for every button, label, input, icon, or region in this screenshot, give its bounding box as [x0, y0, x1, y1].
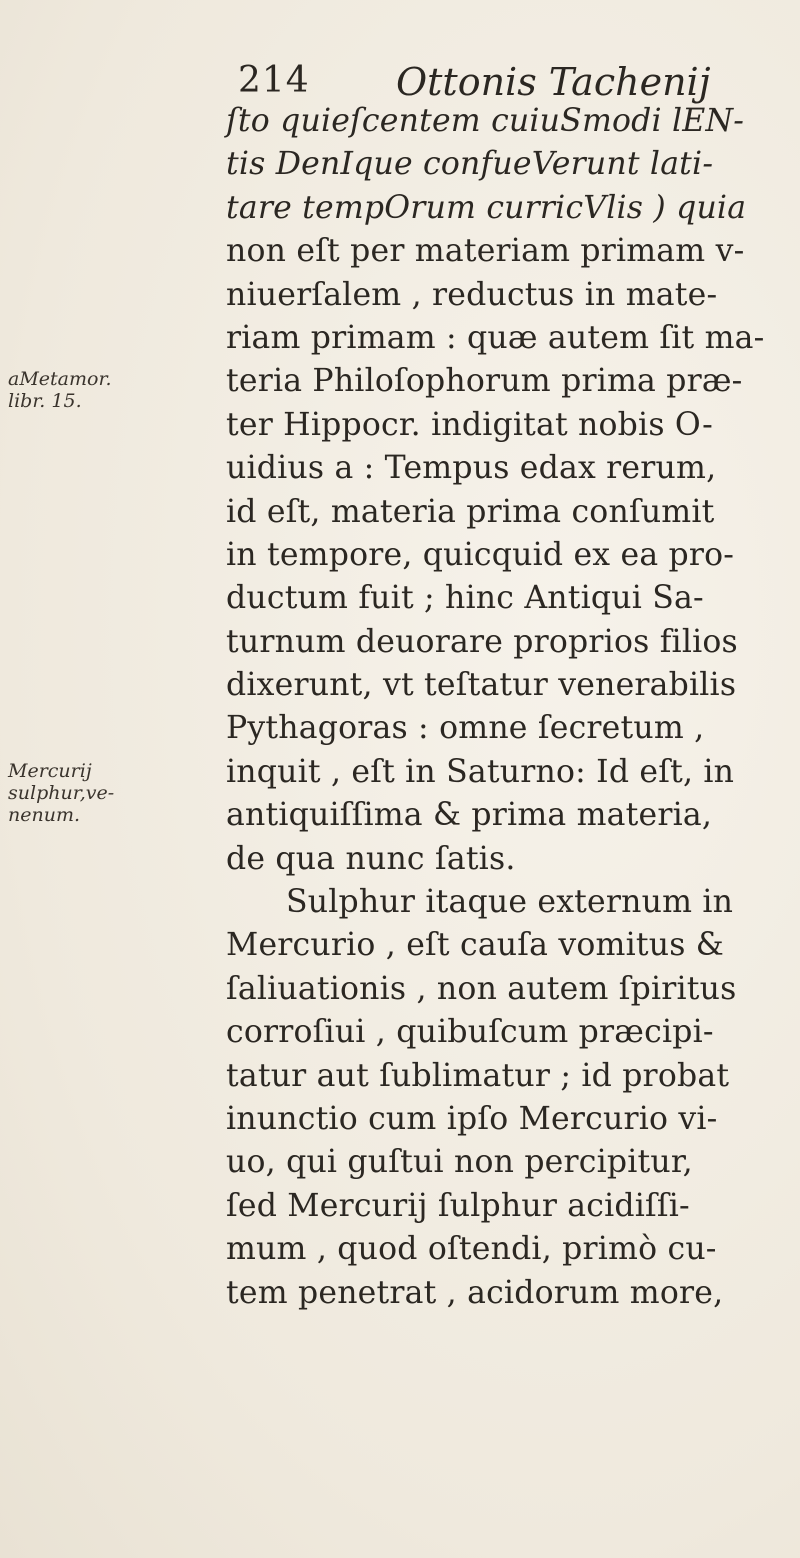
running-head: Ottonis Tachenij [396, 60, 711, 104]
text-line: ductum fuit ; hinc Antiqui Sa- [226, 580, 704, 617]
text-line: dixerunt, vt teſtatur venerabilis [226, 667, 737, 704]
text-line: Sulphur itaque externum in [286, 884, 734, 921]
margin-note-metamorphoses [8, 368, 230, 412]
margin-note-line: aMetamor. [8, 368, 112, 390]
margin-note-line: sulphur,ve- [8, 782, 115, 804]
text-line: niuerſalem , reductus in mate- [226, 276, 718, 313]
margin-note-line: Mercurij [8, 760, 92, 782]
page-number: 214 [238, 60, 310, 101]
text-line: mum , quod oſtendi, primò cu- [226, 1231, 717, 1268]
text-line: corroſiui , quibuſcum præcipi- [226, 1014, 714, 1051]
text-line: non eſt per materiam primam v- [226, 233, 745, 270]
text-line: tatur aut ſublimatur ; id probat [226, 1057, 730, 1094]
text-line: in tempore, quicquid ex ea pro- [226, 536, 735, 573]
body-text [226, 100, 796, 1315]
text-line: ter Hippocr. indigitat nobis O- [226, 406, 713, 443]
margin-note-line: nenum. [8, 804, 81, 826]
text-line: ſaliuationis , non autem ſpiritus [226, 970, 737, 1007]
text-line: de qua nunc ſatis. [226, 840, 516, 877]
text-line: inquit , eſt in Saturno: Id eſt, in [226, 753, 735, 790]
text-line: tis DenIque confueVerunt lati- [226, 146, 714, 183]
text-line: Mercurio , eſt cauſa vomitus & [226, 927, 725, 964]
text-line: ſto quieſcentem cuiuSmodi lEN- [226, 103, 745, 139]
text-line: riam primam : quæ autem ſit ma- [226, 319, 765, 356]
margin-note-mercury [8, 760, 230, 826]
text-line: tare tempOrum curricVlis ) quia [226, 189, 747, 226]
margin-note-line: libr. 15. [8, 390, 82, 412]
text-line: Pythagoras : omne ſecretum , [226, 710, 705, 747]
text-line: teria Philoſophorum prima præ- [226, 363, 743, 400]
text-line: antiquiſſima & prima materia, [226, 797, 713, 834]
text-line: uidius a : Tempus edax rerum, [226, 450, 717, 487]
text-line: id eſt, materia prima conſumit [226, 493, 715, 530]
text-line: uo, qui guſtui non percipitur, [226, 1144, 693, 1181]
text-line: ſed Mercurij ſulphur acidiſſi- [226, 1187, 690, 1224]
text-line: tem penetrat , acidorum more, [226, 1274, 724, 1311]
text-line: turnum deuorare proprios filios [226, 623, 738, 660]
text-line: inunctio cum ipſo Mercurio vi- [226, 1100, 718, 1137]
